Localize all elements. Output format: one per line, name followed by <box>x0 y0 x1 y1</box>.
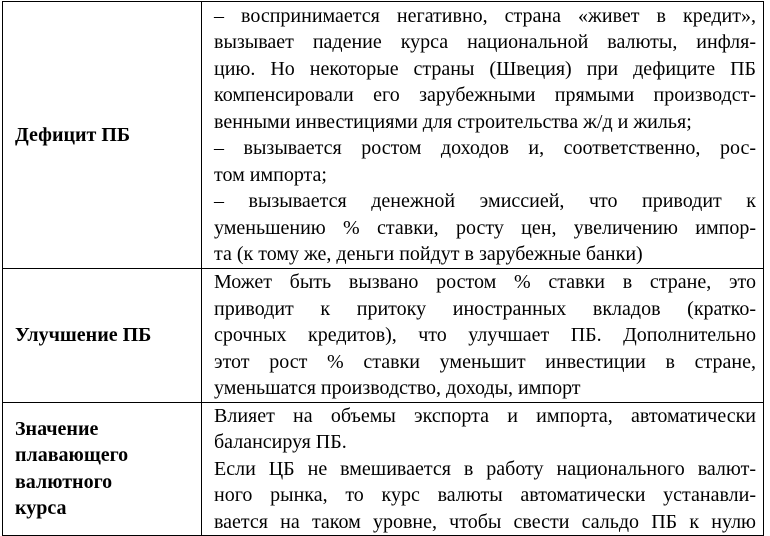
text-line: балансируя ПБ. <box>214 431 347 453</box>
description-cell <box>202 402 764 536</box>
table-row <box>3 269 764 403</box>
description-cell <box>202 2 764 269</box>
term-line: плавающего <box>15 444 129 467</box>
text-line: компенсировали его зарубежными прямыми производст- <box>214 84 756 106</box>
term-line: курса <box>15 497 67 520</box>
text-line: Может быть вызвано ростом % ставки в стране, это <box>214 271 756 293</box>
term-improvement <box>15 322 197 349</box>
terms-table <box>2 1 764 536</box>
text-line: венными инвестициями для строительства ж/д и жилья; <box>214 110 692 133</box>
term-cell <box>3 402 202 536</box>
term-deficit <box>15 122 197 149</box>
description-cell <box>202 269 764 403</box>
text-line: этот рост % ставки уменьшит инвестиции в стране, <box>214 350 756 373</box>
text-line: вызывает падение курса национальной валюты, инфля- <box>214 31 756 53</box>
term-cell <box>3 2 202 269</box>
term-line: Значение <box>15 417 99 440</box>
table-row <box>3 402 764 536</box>
term-line: Улучшение ПБ <box>15 324 152 346</box>
text-line: цию. Но некоторые страны (Швеция) при дефиците ПБ <box>214 57 756 80</box>
text-line: приводит к притоку иностранных вкладов (кратко- <box>214 297 756 320</box>
text-line: – воспринимается негативно, страна «живет в кредит», <box>214 4 756 27</box>
text-line: срочных кредитов), что улучшает ПБ. Дополнительно <box>214 324 756 346</box>
text-line: та (к тому же, деньги пойдут в зарубежные банки) <box>214 243 643 265</box>
table-row <box>3 2 764 269</box>
text-line: том импорта; <box>214 163 327 186</box>
text-line: Если ЦБ не вмешивается в работу национального валют- <box>214 457 756 480</box>
text-line: ного рынка, то курс валюты автоматически устанавли- <box>214 484 756 506</box>
text-line: уменьшению % ставки, росту цен, увеличению импор- <box>214 216 756 239</box>
term-line: валютного <box>15 470 113 493</box>
text-line: уменьшатся производство, доходы, импорт <box>214 377 581 399</box>
text-line: – вызывается денежной эмиссией, что приводит к <box>214 190 756 212</box>
text-line: Влияет на объемы экспорта и импорта, автоматически <box>214 404 756 427</box>
term-floating-rate <box>15 416 197 522</box>
text-line: вается на таком уровне, чтобы свести сальдо ПБ к нулю <box>214 510 756 533</box>
text-line: – вызывается ростом доходов и, соответственно, рос- <box>214 137 756 159</box>
term-line: Дефицит ПБ <box>15 123 131 146</box>
term-cell <box>3 269 202 403</box>
